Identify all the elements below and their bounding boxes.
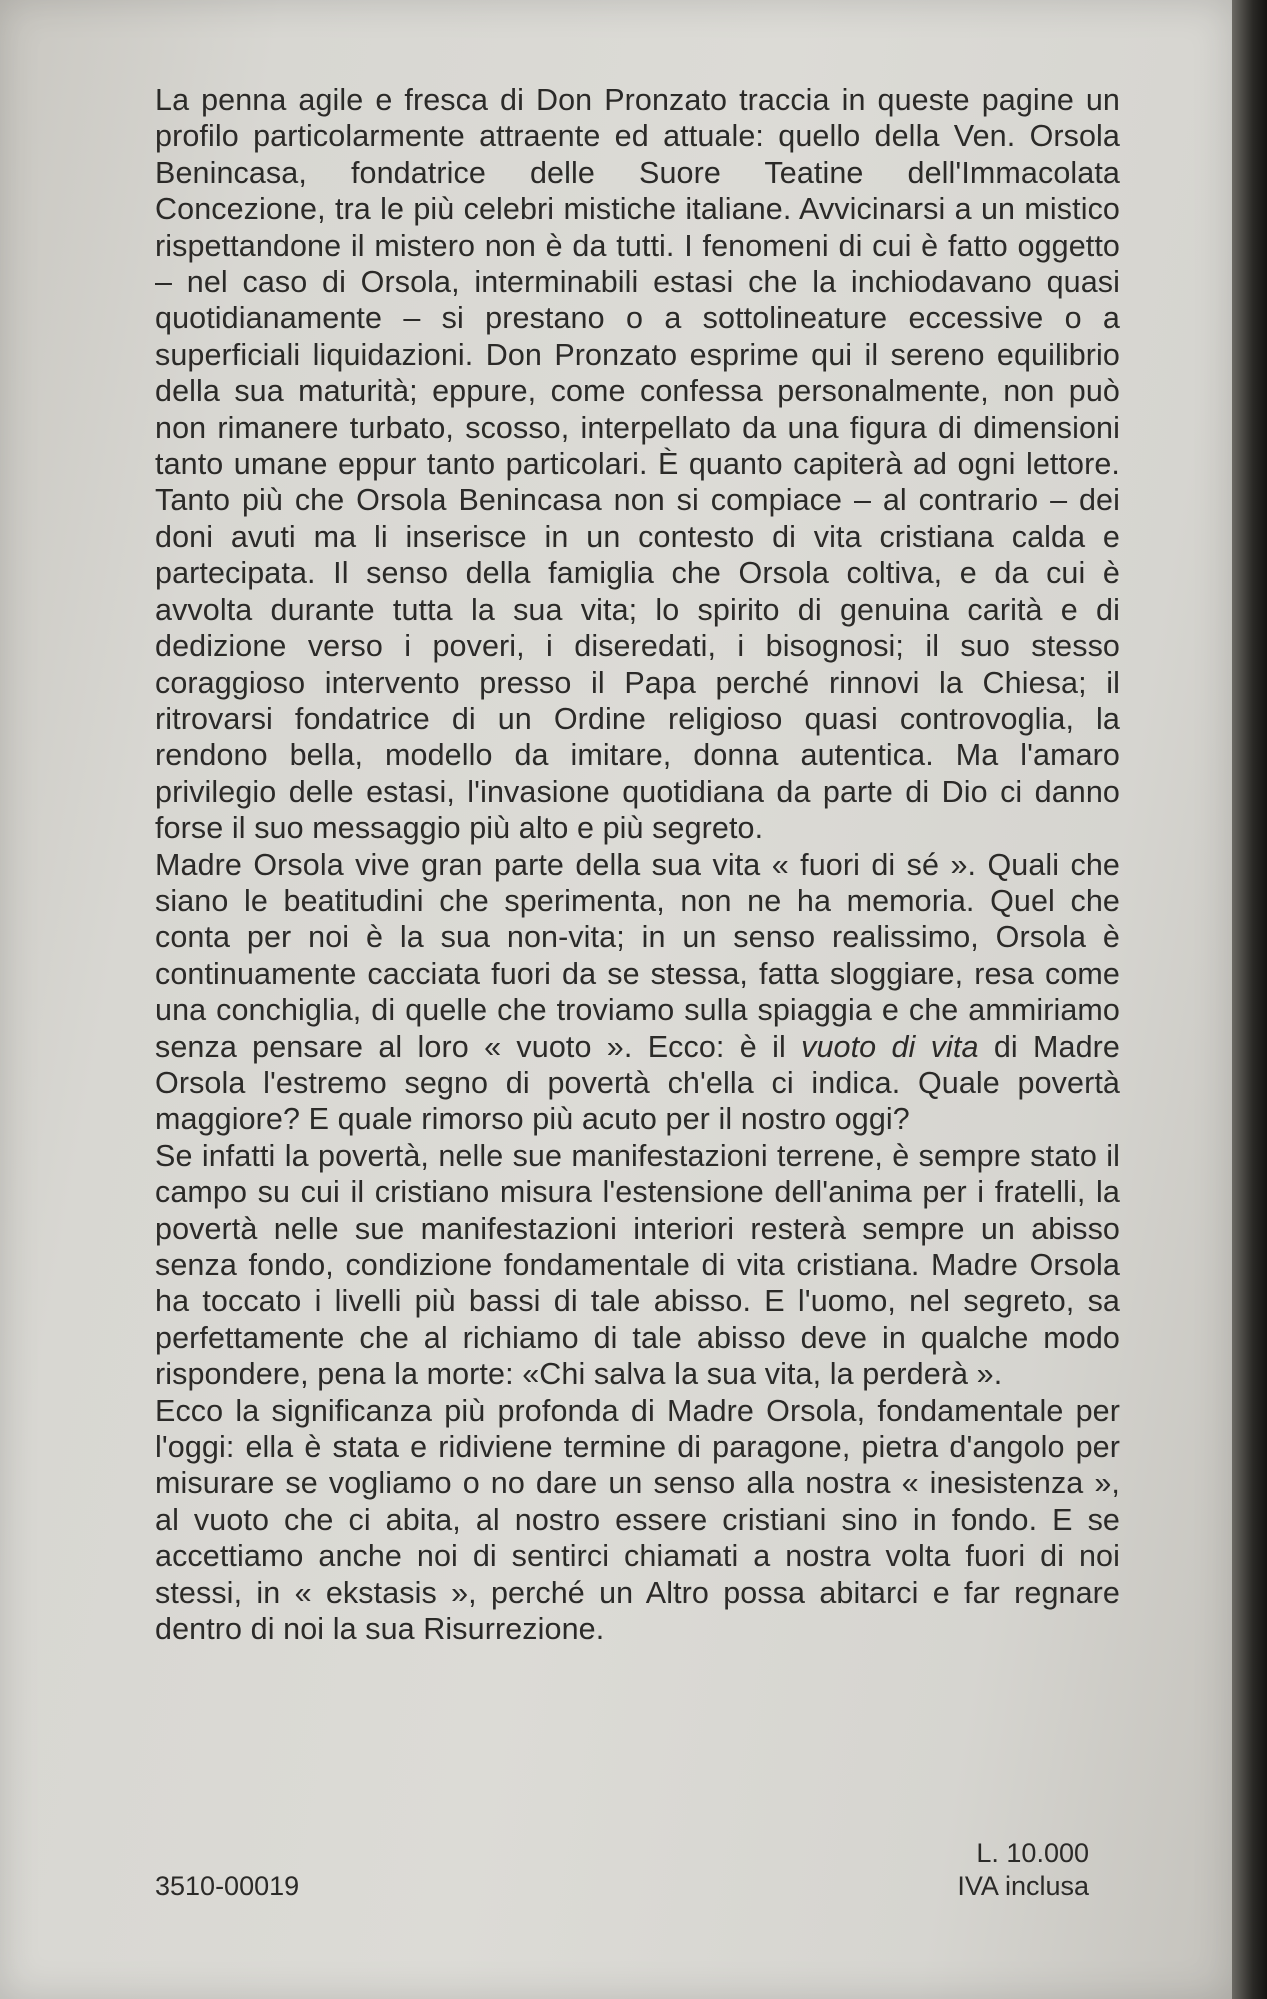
blurb-paragraph-2-part-1: Madre Orsola vive gran parte della sua vita « fuori di sé ». Quali che siano le beatitudini che sperimenta, non ne ha memoria. Quel che conta per noi è la sua non-vita; in un senso realissimo, Orsola è continuamente cacciata fuori da se stessa, fatta sloggiare, resa come una conchiglia, di quelle che troviamo sulla spiaggia e che ammiriamo senza pensare al loro « vuoto ». Ecco: è il — [155, 847, 1120, 1064]
blurb-paragraph-3: Se infatti la povertà, nelle sue manifestazioni terrene, è sempre stato il campo su cui il cristiano misura l'estensione dell'anima per i fratelli, la povertà nelle sue manifestazioni interiori resterà sempre un abisso senza fondo, condizione fondamentale di vita cristiana. Madre Orsola ha toccato i livelli più bassi di tale abisso. E l'uomo, nel segreto, sa perfettamente che al richiamo di tale abisso deve in qualche modo rispondere, pena la morte: «Chi salva la sua vita, la perderà ». — [155, 1138, 1120, 1392]
catalog-code: 3510-00019 — [155, 1871, 300, 1901]
price-block — [957, 1837, 1089, 1903]
price-value: L. 10.000 — [976, 1838, 1089, 1868]
blurb-paragraph-1: La penna agile e fresca di Don Pronzato traccia in queste pagine un profilo particolarmente attraente ed attuale: quello della Ven. Orsola Benincasa, fondatrice delle Suore Teatine dell'Immacolata Concezione, tra le più celebri mistiche italiane. Avvicinarsi a un mistico rispettandone il mistero non è da tutti. I fenomeni di cui è fatto oggetto – nel caso di Orsola, interminabili estasi che la inchiodavano quasi quotidianamente – si prestano o a sottolineature eccessive o a superficiali liquidazioni. Don Pronzato esprime qui il sereno equilibrio della sua maturità; eppure, come confessa personalmente, non può non rimanere turbato, scosso, interpellato da una figura di dimensioni tanto umane eppur tanto particolari. È quanto capiterà ad ogni lettore. Tanto più che Orsola Benincasa non si compiace – al contrario – dei doni avuti ma li inserisce in un contesto di vita cristiana calda e partecipata. Il senso della famiglia che Orsola coltiva, e da cui è avvolta durante tutta la sua vita; lo spirito di genuina carità e di dedizione verso i poveri, i diseredati, i bisognosi; il suo stesso coraggioso intervento presso il Papa perché rinnovi la Chiesa; il ritrovarsi fondatrice di un Ordine religioso quasi controvoglia, la rendono bella, modello da imitare, donna autentica. Ma l'amaro privilegio delle estasi, l'invasione quotidiana da parte di Dio ci danno forse il suo messaggio più alto e più segreto. — [155, 83, 1120, 846]
blurb-text — [155, 82, 1120, 1647]
blurb-paragraph-2-part-2: di Madre Orsola l'estremo segno di povertà ch'ella ci indica. Quale povertà maggiore? E quale rimorso più acuto per il nostro oggi? — [155, 1029, 1120, 1137]
blurb-paragraph-2 — [155, 847, 1120, 1138]
book-edge-shadow — [1232, 0, 1267, 1999]
blurb-paragraph-4: Ecco la significanza più profonda di Madre Orsola, fondamentale per l'oggi: ella è stata e ridiviene termine di paragone, pietra d'angolo per misurare se vogliamo o no dare un senso alla nostra « inesistenza », al vuoto che ci abita, al nostro essere cristiani sino in fondo. E se accettiamo anche noi di sentirci chiamati a nostra volta fuori di noi stessi, in « ekstasis », perché un Altro possa abitarci e far regnare dentro di noi la sua Risurrezione. — [155, 1393, 1120, 1647]
vat-note: IVA inclusa — [957, 1871, 1089, 1901]
blurb-italic-phrase: vuoto di vita — [801, 1029, 979, 1064]
